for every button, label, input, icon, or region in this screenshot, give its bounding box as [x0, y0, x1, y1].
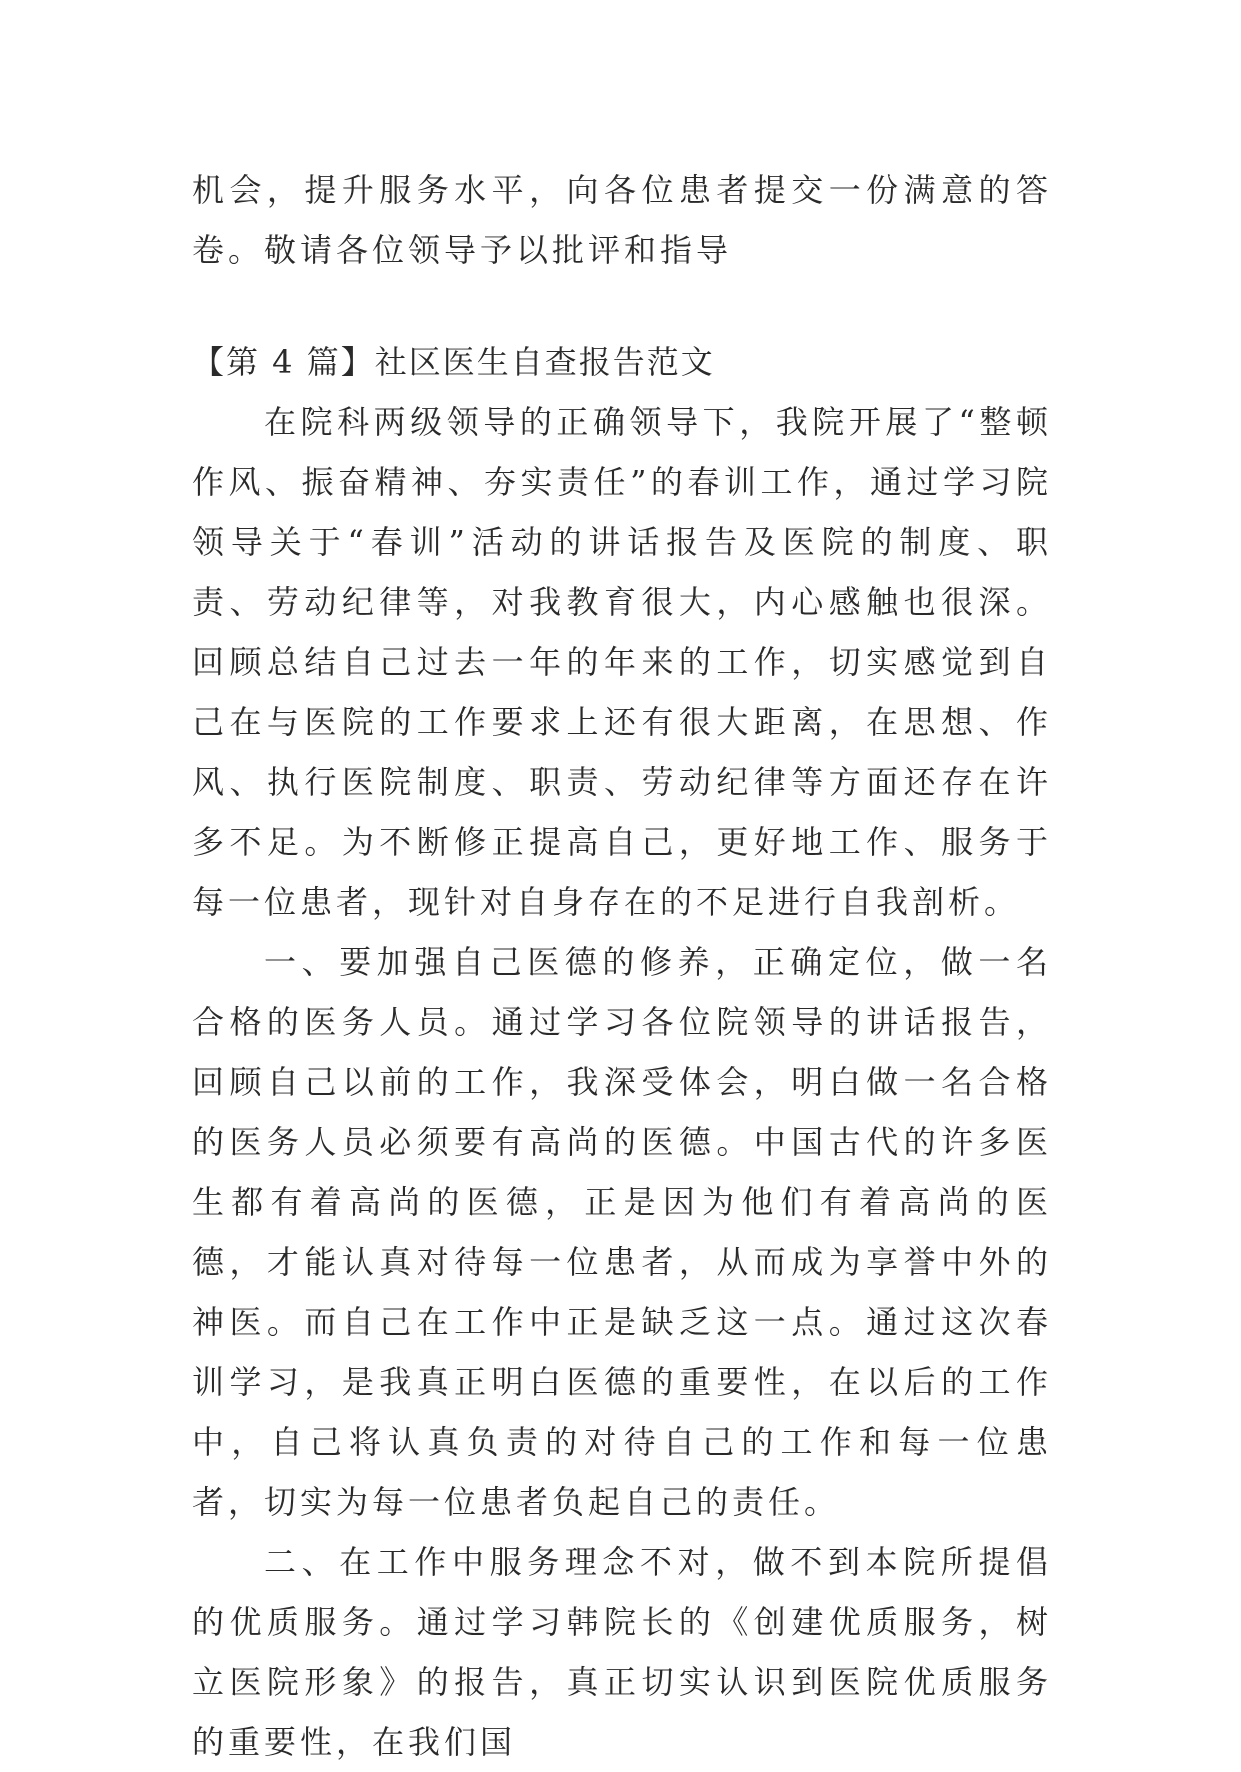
paragraph-intro: 在院科两级领导的正确领导下，我院开展了“整顿作风、振奋精神、夯实责任”的春训工作，通过学习院领导关于“春训”活动的讲话报告及医院的制度、职责、劳动纪律等，对我教育很大，内心感触也很深。回顾总结自己过去一年的年来的工作，切实感觉到自己在与医院的工作要求上还有很大距离，在思想、作风、执行医院制度、职责、劳动纪律等方面还存在许多不足。为不断修正提高自己，更好地工作、服务于每一位患者，现针对自身存在的不足进行自我剖析。 [192, 403, 1052, 921]
section-heading: 【第 4 篇】社区医生自查报告范文 [192, 343, 715, 381]
document-body [192, 160, 1052, 1772]
paragraph-point-one: 一、要加强自己医德的修养，正确定位，做一名合格的医务人员。通过学习各位院领导的讲话报告，回顾自己以前的工作，我深受体会，明白做一名合格的医务人员必须要有高尚的医德。中国古代的许多医生都有着高尚的医德，正是因为他们有着高尚的医德，才能认真对待每一位患者，从而成为享誉中外的神医。而自己在工作中正是缺乏这一点。通过这次春训学习，是我真正明白医德的重要性，在以后的工作中，自己将认真负责的对待自己的工作和每一位患者，切实为每一位患者负起自己的责任。 [192, 943, 1052, 1521]
continued-paragraph: 机会，提升服务水平，向各位患者提交一份满意的答卷。敬请各位领导予以批评和指导 [192, 171, 1052, 269]
paragraph-point-two: 二、在工作中服务理念不对，做不到本院所提倡的优质服务。通过学习韩院长的《创建优质服务，树立医院形象》的报告，真正切实认识到医院优质服务的重要性，在我们国 [192, 1543, 1052, 1761]
